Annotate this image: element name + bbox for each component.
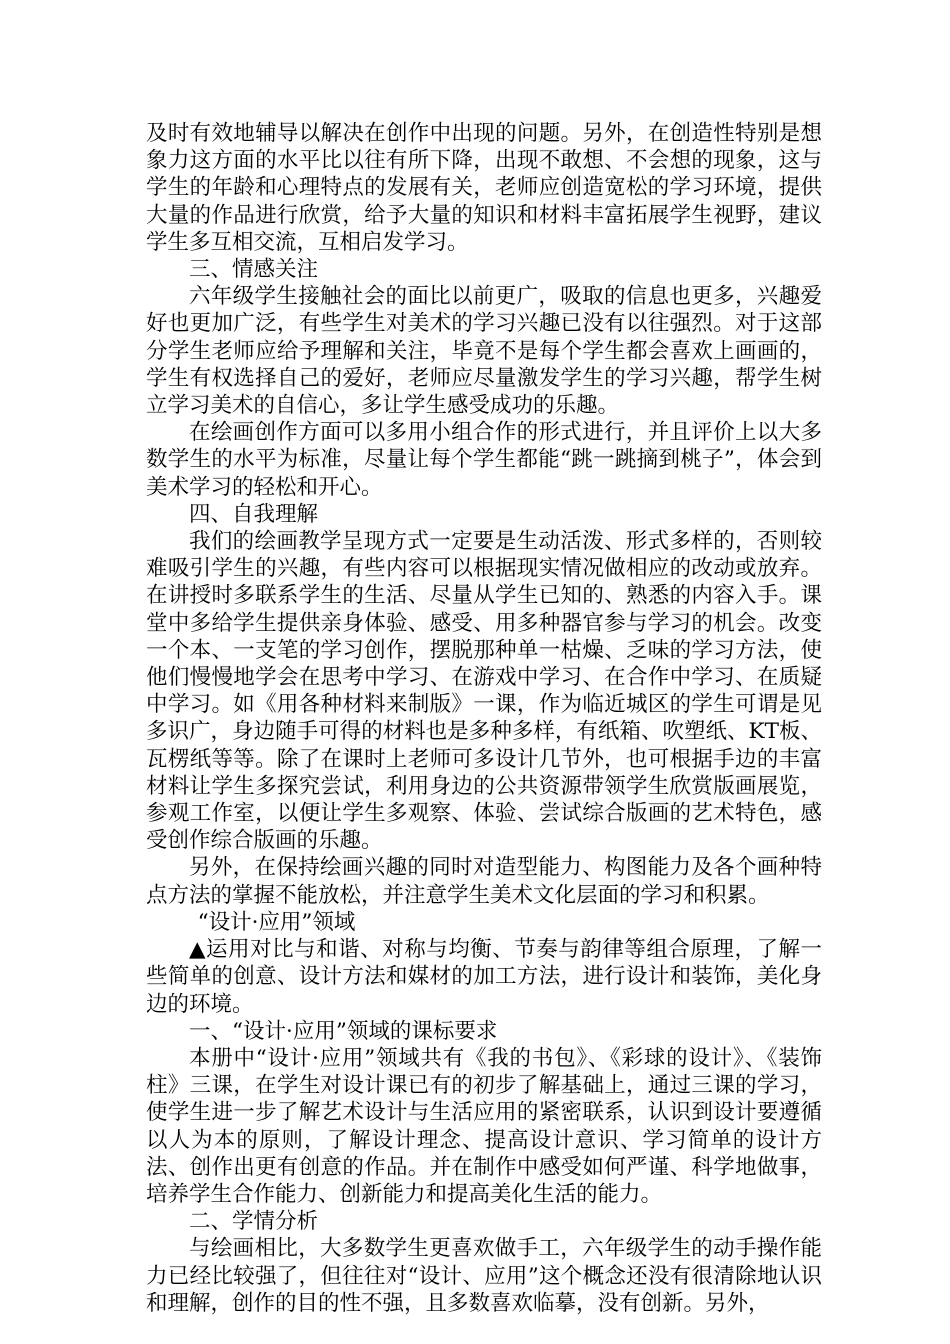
section-heading-self-understanding: 四、自我理解 <box>189 501 319 527</box>
paragraph-group-cooperation: 在绘画创作方面可以多用小组合作的形式进行，并且评价上以大多数学生的水平为标准，尽量让每个学生都能“跳一跳摘到桃子”，体会到美术学习的轻松和开心。 <box>146 420 822 500</box>
paragraph-skills-accumulation: 另外，在保持绘画兴趣的同时对造型能力、构图能力及各个画种特点方法的掌握不能放松，并注意学生美术文化层面的学习和积累。 <box>146 855 822 908</box>
paragraph-teaching-methods: 我们的绘画教学呈现方式一定要是生动活泼、形式多样的，否则较难吸引学生的兴趣，有些内容可以根据现实情况做相应的改动或放弃。在讲授时多联系学生的生活、尽量从学生已知的、熟悉的内容入手。课堂中多给学生提供亲身体验、感受、用多种器官参与学习的机会。改变一个本、一支笔的学习创作，摆脱那种单一枯燥、乏味的学习方法，使他们慢慢地学会在思考中学习、在游戏中学习、在合作中学习、在质疑中学习。如《用各种材料来制版》一课，作为临近城区的学生可谓是见多识广，身边随手可得的材料也是多种多样，有纸箱、吹塑纸、KT板、瓦楞纸等等。除了在课时上老师可多设计几节外，也可根据手边的丰富材料让学生多探究尝试，利用身边的公共资源带领学生欣赏版画展览，参观工作室，以便让学生多观察、体验、尝试综合版画的艺术特色，感受创作综合版画的乐趣。 <box>146 529 822 854</box>
section-heading-student-analysis: 二、学情分析 <box>189 1209 319 1235</box>
section-heading-curriculum-requirements: 一、“设计·应用”领域的课标要求 <box>189 1018 498 1044</box>
paragraph-design-principles: ▲运用对比与和谐、对称与均衡、节奏与韵律等组合原理，了解一些简单的创意、设计方法和媒材的加工方法，进行设计和装饰，美化身边的环境。 <box>146 937 822 1017</box>
paragraph-curriculum-details: 本册中“设计·应用”领域共有《我的书包》、《彩球的设计》、《装饰柱》三课，在学生对设计课已有的初步了解基础上，通过三课的学习，使学生进一步了解艺术设计与生活应用的紧密联系，认识到设计要遵循以人为本的原则，了解设计理念、提高设计意识、学习简单的设计方法、创作出更有创意的作品。并在制作中感受如何严谨、科学地做事，培养学生合作能力、创新能力和提高美化生活的能力。 <box>146 1045 822 1207</box>
paragraph-creation-guidance: 及时有效地辅导以解决在创作中出现的问题。另外，在创造性特别是想象力这方面的水平比以往有所下降，出现不敢想、不会想的现象，这与学生的年龄和心理特点的发展有关，老师应创造宽松的学习环境，提供大量的作品进行欣赏，给予大量的知识和材料丰富拓展学生视野，建议学生多互相交流，互相启发学习。 <box>146 121 822 255</box>
section-heading-emotional-care: 三、情感关注 <box>189 257 319 283</box>
paragraph-student-analysis: 与绘画相比，大多数学生更喜欢做手工，六年级学生的动手操作能力已经比较强了，但往往对“设计、应用”这个概念还没有很清除地认识和理解，创作的目的性不强，且多数喜欢临摹，没有创新。另外， <box>146 1236 822 1316</box>
document-page <box>146 120 822 1317</box>
paragraph-grade-six-interests: 六年级学生接触社会的面比以前更广，吸取的信息也更多，兴趣爱好也更加广泛，有些学生对美术的学习兴趣已没有以往强烈。对于这部分学生老师应给予理解和关注，毕竟不是每个学生都会喜欢上画画的，学生有权选择自己的爱好，老师应尽量激发学生的学习兴趣，帮学生树立学习美术的自信心，多让学生感受成功的乐趣。 <box>146 284 822 419</box>
section-heading-design-application-domain: “设计·应用”领域 <box>197 909 356 935</box>
